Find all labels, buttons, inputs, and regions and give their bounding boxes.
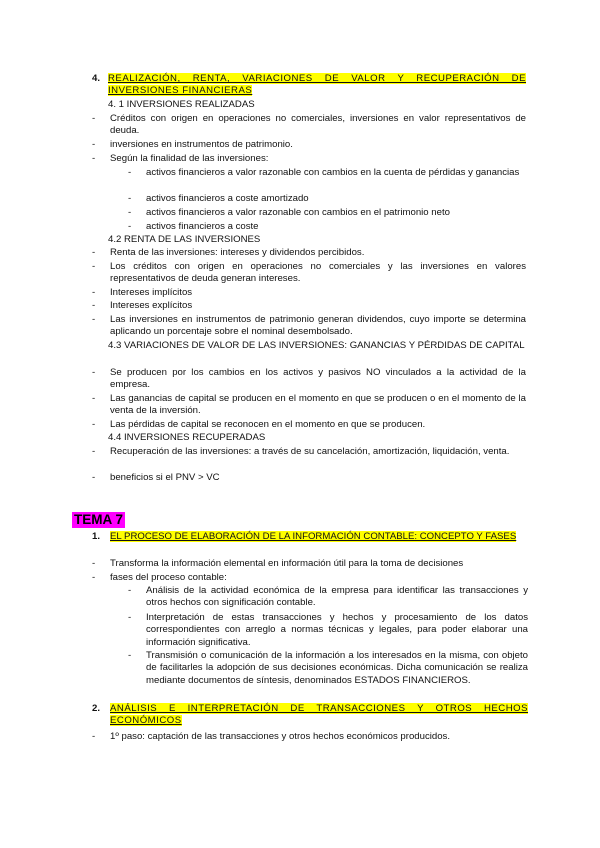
section-4-number: 4. — [92, 73, 101, 84]
list-item: Las inversiones en instrumentos de patrimonio generan dividendos, cuyo importe se determina aplicando un porcentaje sobre el nominal desembolsado. — [110, 314, 526, 338]
tema7-section-1-title — [110, 531, 528, 543]
bullet: - — [92, 446, 96, 457]
tema7-section-2-number: 2. — [92, 703, 101, 714]
bullet: - — [92, 261, 96, 272]
subsection-4-2-title: 4.2 RENTA DE LAS INVERSIONES — [108, 234, 261, 245]
list-item: Intereses implícitos — [110, 287, 193, 298]
tema7-section-1-number: 1. — [92, 531, 101, 542]
bullet: - — [92, 472, 96, 483]
list-item: Las pérdidas de capital se reconocen en el momento en que se producen. — [110, 419, 426, 430]
list-item: Transforma la información elemental en información útil para la toma de decisiones — [110, 558, 464, 569]
bullet: - — [92, 287, 96, 298]
bullet: - — [92, 393, 96, 404]
sub-list-item: Interpretación de estas transacciones y hechos y procesamiento de los datos correspondientes con arreglo a normas técnicas y legales, para poder elaborar una información significativa. — [146, 612, 528, 648]
sub-bullet: - — [128, 612, 132, 623]
bullet: - — [92, 153, 96, 164]
sub-bullet: - — [128, 193, 132, 204]
subsection-4-3-title: 4.3 VARIACIONES DE VALOR DE LAS INVERSIONES: GANANCIAS Y PÉRDIDAS DE CAPITAL — [108, 340, 525, 351]
list-item: fases del proceso contable: — [110, 572, 227, 583]
bullet: - — [92, 419, 96, 430]
tema7-section-1-title-text: EL PROCESO DE ELABORACIÓN DE LA INFORMACIÓN CONTABLE: CONCEPTO Y FASES — [110, 531, 517, 542]
list-item: Créditos con origen en operaciones no comerciales, inversiones en valor representativos de deuda. — [110, 113, 526, 137]
list-item: Se producen por los cambios en los activos y pasivos NO vinculados a la actividad de la empresa. — [110, 367, 526, 391]
sub-bullet: - — [128, 207, 132, 218]
section-4-title — [108, 73, 526, 98]
bullet: - — [92, 572, 96, 583]
bullet: - — [92, 300, 96, 311]
list-item: inversiones en instrumentos de patrimonio. — [110, 139, 293, 150]
subsection-4-4-title: 4.4 INVERSIONES RECUPERADAS — [108, 432, 266, 443]
sub-list-item: activos financieros a valor razonable con cambios en la cuenta de pérdidas y ganancias — [146, 167, 520, 178]
sub-bullet: - — [128, 167, 132, 178]
sub-list-item: activos financieros a coste amortizado — [146, 193, 309, 204]
bullet: - — [92, 113, 96, 124]
list-item: Los créditos con origen en operaciones no comerciales y las inversiones en valores representativos de deuda generan intereses. — [110, 261, 526, 285]
sub-list-item: Transmisión o comunicación de la información a los interesados en la misma, con objeto de facilitarles la adopción de sus decisiones económicas. Dicha comunicación se realiza mediante documentos de síntesis, denominados ESTADOS FINANCIEROS. — [146, 650, 528, 686]
list-item: Intereses explícitos — [110, 300, 193, 311]
bullet: - — [92, 367, 96, 378]
section-4-title-text: REALIZACIÓN, RENTA, VARIACIONES DE VALOR Y RECUPERACIÓN DE INVERSIONES FINANCIERAS — [108, 73, 526, 97]
bullet: - — [92, 314, 96, 325]
subsection-4-1-title: 4. 1 INVERSIONES REALIZADAS — [108, 99, 255, 110]
bullet: - — [92, 558, 96, 569]
list-item: Renta de las inversiones: intereses y dividendos percibidos. — [110, 247, 365, 258]
list-item: Las ganancias de capital se producen en el momento en que se producen o en el momento de la venta de la inversión. — [110, 393, 526, 417]
bullet: - — [92, 139, 96, 150]
list-item: Recuperación de las inversiones: a través de su cancelación, amortización, liquidación, venta. — [110, 446, 510, 457]
sub-bullet: - — [128, 650, 132, 661]
bullet: - — [92, 247, 96, 258]
sub-bullet: - — [128, 585, 132, 596]
tema-7-heading: TEMA 7 — [74, 512, 124, 527]
list-item: 1º paso: captación de las transacciones y otros hechos económicos producidos. — [110, 731, 451, 742]
sub-bullet: - — [128, 221, 132, 232]
sub-list-item: activos financieros a valor razonable con cambios en el patrimonio neto — [146, 207, 450, 218]
tema7-section-2-title — [110, 703, 528, 728]
list-item: Según la finalidad de las inversiones: — [110, 153, 269, 164]
bullet: - — [92, 731, 96, 742]
sub-list-item: Análisis de la actividad económica de la empresa para identificar las transacciones y otros hechos con significación contable. — [146, 585, 528, 609]
sub-list-item: activos financieros a coste — [146, 221, 259, 232]
tema7-section-2-title-text: ANÁLISIS E INTERPRETACIÓN DE TRANSACCIONES Y OTROS HECHOS ECONÓMICOS — [110, 703, 528, 727]
list-item: beneficios si el PNV > VC — [110, 472, 220, 483]
